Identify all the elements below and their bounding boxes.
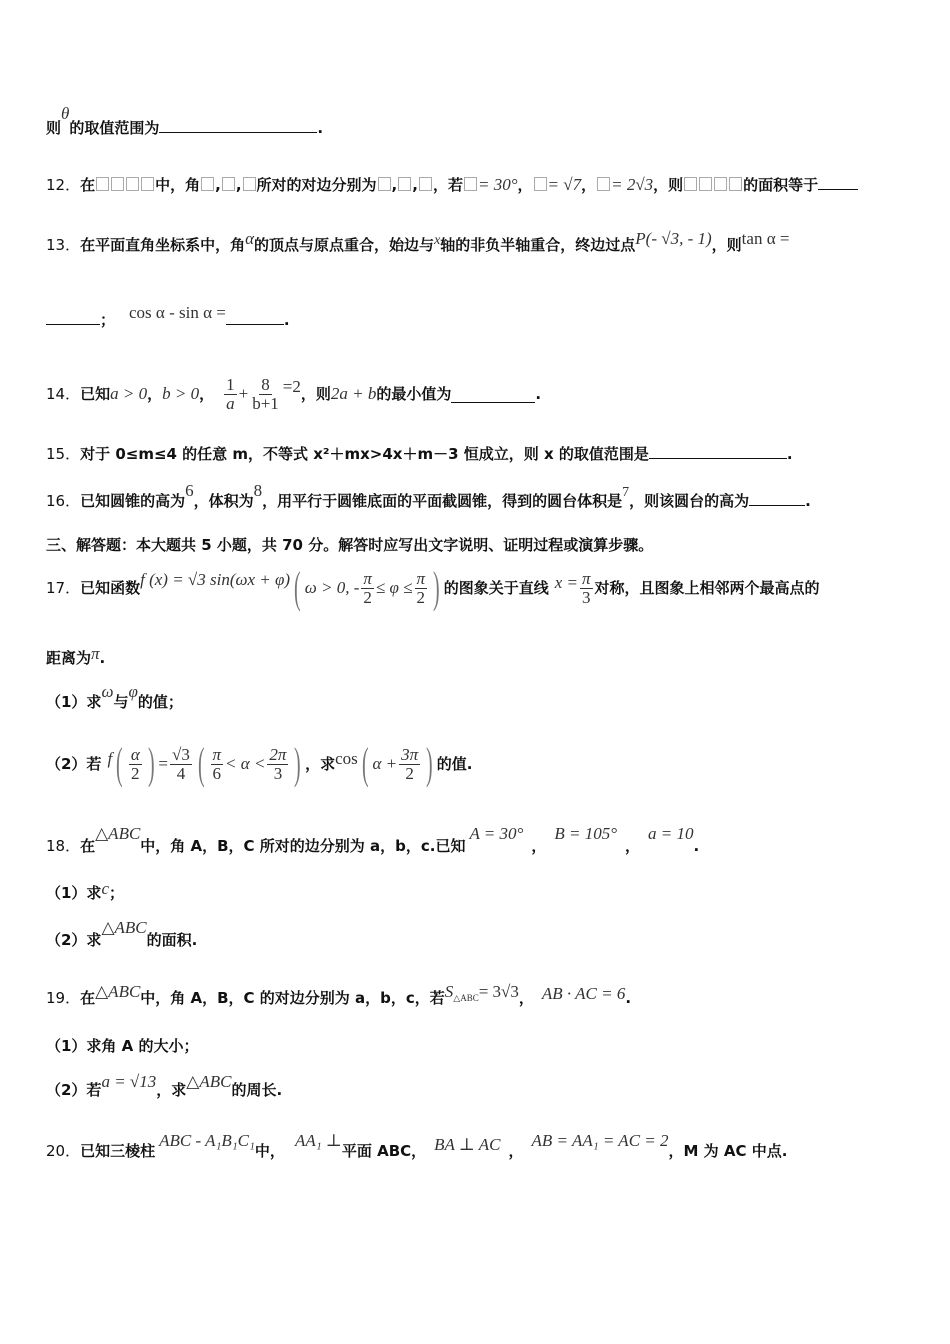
q20-line	[46, 1131, 788, 1161]
q14-expr: 2a + b	[330, 384, 377, 403]
q17-lt: < α <	[225, 754, 266, 773]
q14-frac-1-num: 1	[226, 374, 235, 394]
q17-frac-2pi3-num: 2π	[269, 744, 287, 764]
q13-number: 13．	[46, 236, 81, 254]
q14-cond-b: b > 0	[162, 384, 200, 403]
q17-and: 与	[113, 693, 129, 711]
q19-sub2	[46, 1072, 283, 1100]
q14-frac-2-den: b+1	[252, 393, 279, 413]
q20-prism: ABC - A₁B₁C₁	[159, 1131, 255, 1150]
q17-frac-pi3-den: 3	[582, 587, 591, 607]
q12-eq3: = 2√3	[611, 175, 654, 194]
q17-xeq: x =	[554, 573, 578, 592]
q18-sub2-triangle: △ABC	[101, 918, 147, 937]
q19-sep: ，	[518, 989, 534, 1007]
q16-text-2: ，体积为	[193, 492, 254, 510]
q16-number: 16．	[46, 492, 81, 510]
q12-angle-boxes: , ,	[200, 176, 256, 194]
q17-frac-pi3-num: π	[581, 568, 591, 588]
q17-frac-sqrt3-4	[170, 746, 192, 783]
q14-text-2: ，则	[300, 385, 331, 403]
q17-right-paren: )	[433, 563, 440, 612]
q17-frac-alpha2	[129, 746, 142, 783]
q17-phi: φ	[128, 682, 138, 701]
q12-text-2: 中，角	[155, 176, 201, 194]
q12-tri-boxes	[683, 176, 743, 194]
q19-text-1: 在	[80, 989, 96, 1007]
q12-answer-blank[interactable]	[818, 173, 858, 190]
q17-sub2-end: 的值.	[436, 755, 473, 773]
q19-S: S	[444, 982, 454, 1001]
q14-eq: =2	[282, 377, 301, 396]
q16-volume: 8	[253, 481, 263, 500]
q12-text-4: ，若	[432, 176, 463, 194]
q18-number: 18．	[46, 837, 81, 855]
q13-point: P(- √3, - 1)	[635, 229, 712, 248]
q20-number: 20．	[46, 1142, 81, 1160]
q17-sub2-rparen-1: )	[147, 739, 155, 788]
q17-left-paren: (	[294, 563, 301, 612]
q17-sub1-label: （1）求	[46, 693, 102, 711]
q12-eq2: = √7	[547, 175, 582, 194]
q17-function: f (x) = √3 sin(ωx + φ)	[140, 570, 291, 589]
q17-frac-alpha2-num: α	[130, 744, 140, 764]
section-3-heading: 三、解答题：本大题共 5 小题，共 70 分。解答时应写出文字说明、证明过程或演算步骤。	[46, 536, 654, 554]
q19-S-subscript: △ABC	[453, 993, 479, 1003]
q13-text-1: 在平面直角坐标系中，角	[80, 236, 246, 254]
q18-angle-B: B = 105°	[554, 824, 617, 843]
q14-answer-blank[interactable]	[451, 386, 535, 403]
q11-prefix: 则	[46, 119, 62, 137]
q16-frustum-volume: 7	[622, 485, 630, 500]
q20-equalities: AB = AA₁ = AC = 2	[531, 1131, 669, 1150]
q17-distance: π	[91, 644, 100, 663]
q16-text-4: ，则该圆台的高为	[629, 492, 750, 510]
q17-sub2-rparen-2: )	[294, 739, 302, 788]
q12-text-3: 所对的对边分别为	[256, 176, 377, 194]
q20-aa1-perp: AA₁ ⊥	[294, 1131, 342, 1150]
q11-theta: θ	[61, 104, 70, 123]
q14-frac-2-num: 8	[261, 374, 270, 394]
q11-text: 的取值范围为	[69, 119, 160, 137]
q11-answer-blank[interactable]	[159, 116, 317, 133]
q13-line-2	[46, 303, 290, 330]
q17-frac-sqrt3-4-num: √3	[172, 744, 190, 764]
q18-sub1-label: （1）求	[46, 884, 102, 902]
q19-line	[46, 982, 632, 1010]
q17-end: .	[99, 649, 106, 667]
q13-text-4: ，则	[711, 236, 742, 254]
q13-alpha: α	[245, 229, 255, 248]
q17-frac-2pi3	[267, 746, 288, 783]
q12-glyph-boxes	[95, 176, 155, 194]
q18-sub2-end: 的面积.	[146, 931, 198, 949]
q19-a-value: a = √13	[101, 1072, 157, 1091]
q17-frac-pi2-b	[415, 570, 428, 607]
q19-number: 19．	[46, 989, 81, 1007]
q13-text-2: 的顶点与原点重合，始边与	[254, 236, 435, 254]
q13-sep: ；	[100, 311, 116, 329]
q12-eq1: = 30°	[477, 175, 518, 194]
q17-le: ≤ φ ≤	[375, 578, 413, 597]
q14-sep-2: ，	[199, 385, 215, 403]
q14-frac-1	[224, 376, 237, 413]
q18-line	[46, 824, 700, 856]
q20-ba-perp-ac: BA ⊥ AC	[434, 1135, 501, 1154]
q17-text-4: 距离为	[46, 649, 92, 667]
q17-sub2	[46, 738, 473, 790]
q17-frac-3pi2-num: 3π	[401, 744, 419, 764]
q18-text-2: 中，角 A，B，C 所对的边分别为 a，b，c.已知	[140, 837, 466, 855]
q17-number: 17．	[46, 579, 81, 597]
q12-line: 12．在 中，角 , , 所对的对边分别为 , , ，若 = 30°， = √7， = 2√3，则 的面积等于	[46, 173, 858, 195]
q13-tan-blank[interactable]	[46, 308, 100, 325]
q17-frac-pi3	[580, 570, 593, 607]
q12-text-5: ，则	[653, 176, 684, 194]
q12-text-1: 在	[80, 176, 96, 194]
q14-sep: ，	[147, 385, 163, 403]
q12-side-boxes: , ,	[377, 176, 433, 194]
q13-tan: tan α =	[741, 229, 790, 248]
q17-plus: α +	[372, 754, 398, 773]
q16-answer-blank[interactable]	[749, 489, 805, 506]
q17-cos: cos	[335, 749, 358, 768]
q12-number: 12．	[46, 176, 81, 194]
q19-sub2-mid: ，求	[156, 1081, 187, 1099]
q18-c: c	[101, 879, 109, 898]
q17-sub2-label: （2）若	[46, 755, 102, 773]
q17-frac-3pi2	[399, 746, 420, 783]
q17-text-2: 的图象关于直线	[443, 579, 549, 597]
q17-sub1-end: 的值；	[137, 693, 183, 711]
q14-line	[46, 372, 541, 416]
q20-text-1: 已知三棱柱	[80, 1142, 156, 1160]
q16-text-3: ，用平行于圆锥底面的平面截圆锥，得到的圆台体积是	[262, 492, 623, 510]
q19-dot-product: AB · AC = 6	[541, 984, 626, 1003]
q11-end: .	[317, 119, 324, 137]
q14-frac-2	[250, 376, 281, 413]
q17-line-2	[46, 644, 106, 668]
q17-frac-pi2-b-den: 2	[416, 587, 426, 607]
q19-area-value: = 3√3	[478, 982, 519, 1001]
q19-sub2-end: 的周长.	[231, 1081, 283, 1099]
q17-sub2-lparen-1: (	[116, 739, 123, 788]
q13-line	[46, 229, 790, 257]
q17-frac-alpha2-den: 2	[131, 763, 140, 783]
q19-triangle: △ABC	[95, 982, 141, 1001]
q17-frac-pi2-a-den: 2	[363, 587, 372, 607]
q17-frac-pi6	[211, 746, 224, 783]
q19-sub1: （1）求角 A 的大小；	[46, 1037, 199, 1055]
q13-cos-sin: cos α - sin α =	[129, 303, 226, 322]
q15-answer-blank[interactable]	[649, 442, 787, 459]
q17-frac-sqrt3-4-den: 4	[176, 763, 186, 783]
q18-sub1	[46, 879, 124, 903]
q11-line	[46, 104, 324, 138]
q20-text-4: ，M 为 AC 中点.	[668, 1142, 788, 1160]
q17-frac-pi6-num: π	[212, 744, 222, 764]
q14-text-1: 已知	[80, 385, 111, 403]
q13-cos-sin-blank[interactable]	[226, 308, 284, 325]
q14-end: .	[535, 385, 542, 403]
q17-frac-2pi3-den: 3	[273, 763, 283, 783]
q14-number: 14．	[46, 385, 81, 403]
q12-text-6: 的面积等于	[743, 176, 819, 194]
q14-frac-1-den: a	[226, 393, 235, 413]
q16-end: .	[805, 492, 811, 510]
q13-x: x	[434, 233, 441, 248]
q15-number: 15．	[46, 445, 81, 463]
q17-text-3: 对称，且图象上相邻两个最高点的	[594, 579, 820, 597]
q19-end: .	[625, 989, 632, 1007]
q17-frac-3pi2-den: 2	[405, 763, 414, 783]
q20-text-3: 平面 ABC，	[341, 1142, 427, 1160]
q17-sub2-lparen-3: (	[361, 739, 369, 788]
q13-end: .	[283, 311, 290, 329]
q18-text-1: 在	[80, 837, 96, 855]
q17-f: f	[107, 749, 113, 768]
q13-text-3: 轴的非负半轴重合，终边过点	[440, 236, 636, 254]
q16-height: 6	[185, 481, 194, 500]
q17-sub1	[46, 682, 183, 712]
q17-sub2-eq: =	[158, 754, 169, 773]
q17-frac-pi2-b-num: π	[416, 568, 426, 588]
q14-text-3: 的最小值为	[376, 385, 452, 403]
q18-sep-1: ，	[531, 837, 547, 855]
q19-text-2: 中，角 A，B，C 的对边分别为 a，b，c，若	[140, 989, 445, 1007]
q17-frac-pi2-a-num: π	[363, 568, 372, 588]
q17-frac-pi6-den: 6	[212, 763, 222, 783]
q15-line	[46, 442, 793, 464]
q18-sub2-label: （2）求	[46, 931, 102, 949]
q15-text: 对于 0≤m≤4 的任意 m，不等式 x²＋mx>4x＋m－3 恒成立，则 x 的取值范围是	[80, 445, 649, 463]
q18-sep-2: ，	[625, 837, 641, 855]
q17-sub2-rparen-3: )	[426, 739, 433, 788]
q19-sub2-label: （2）若	[46, 1081, 102, 1099]
q17-sub2-lparen-2: (	[197, 739, 205, 788]
q20-sep: ，	[508, 1142, 524, 1160]
q18-side-a: a = 10	[648, 824, 694, 843]
q17-omega: ω	[101, 682, 114, 701]
q17-frac-pi2-a	[361, 570, 374, 607]
q18-sub2	[46, 918, 198, 950]
q18-angle-A: A = 30°	[469, 824, 524, 843]
q17-cond: ω > 0, -	[304, 578, 360, 597]
q17-text-5: ，求	[305, 755, 336, 773]
q18-end: .	[693, 837, 700, 855]
q18-triangle: △ABC	[95, 824, 141, 843]
q18-sub1-end: ；	[108, 884, 124, 902]
q17-line	[46, 562, 820, 614]
q14-plus: +	[238, 384, 249, 403]
q16-text-1: 已知圆锥的高为	[80, 492, 186, 510]
q14-cond-a: a > 0	[110, 384, 148, 403]
q20-text-2: 中，	[254, 1142, 285, 1160]
q19-sub2-triangle: △ABC	[186, 1072, 232, 1091]
q17-text-1: 已知函数	[80, 579, 141, 597]
q15-end: .	[786, 445, 793, 463]
q16-line	[46, 481, 811, 513]
